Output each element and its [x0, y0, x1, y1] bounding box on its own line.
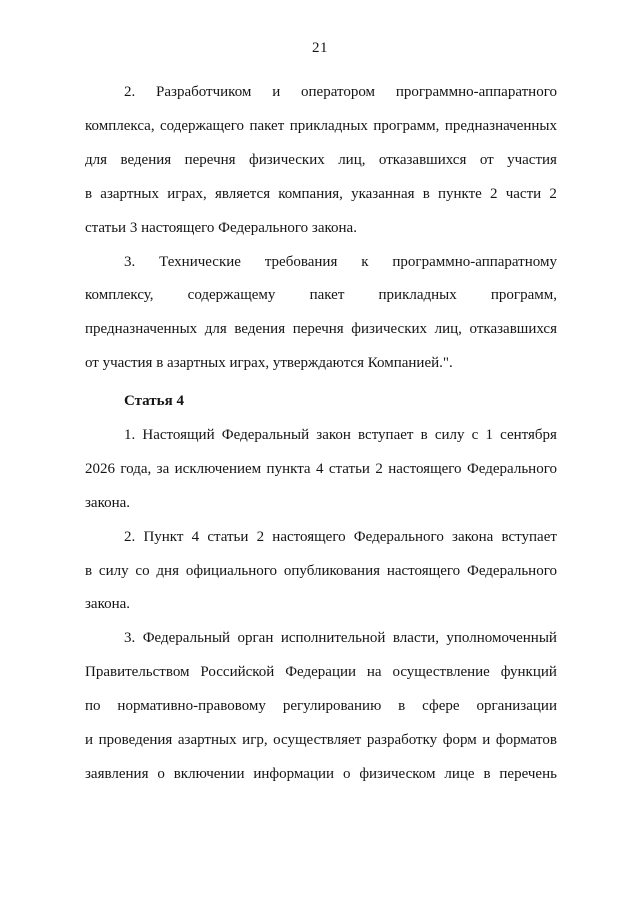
paragraph [85, 410, 557, 512]
text-line: статьи 3 настоящего Федерального закона. [85, 219, 357, 236]
text-line: комплексу, содержащему пакет прикладных программ, [85, 287, 557, 304]
paragraph [85, 613, 557, 782]
article-heading [85, 376, 557, 410]
text-line: Правительством Российской Федерации на осуществление функций [85, 664, 557, 681]
text-line: и проведения азартных игр, осуществляет разработку форм и форматов [85, 732, 557, 749]
text-line: 2. Пункт 4 статьи 2 настоящего Федерального закона вступает [124, 528, 557, 545]
text-line: в силу со дня официального опубликования настоящего Федерального [85, 562, 557, 579]
text-line: 3. Технические требования к программно-аппаратному [124, 253, 557, 270]
paragraph [85, 236, 557, 372]
text-line: по нормативно-правовому регулированию в сфере организации [85, 698, 557, 715]
text-line: комплекса, содержащего пакет прикладных программ, предназначенных [85, 117, 557, 134]
text-line: закона. [85, 494, 131, 511]
text-line: 2. Разработчиком и оператором программно-аппаратного [124, 84, 557, 101]
text-line: от участия в азартных играх, утверждаются Компанией.". [85, 355, 453, 372]
text-line: для ведения перечня физических лиц, отказавшихся от участия [85, 151, 557, 168]
text-line: заявления о включении информации о физическом лице в перечень [85, 765, 557, 782]
text-line: закона. [85, 596, 131, 613]
text-line: 2026 года, за исключением пункта 4 статьи 2 настоящего Федерального [85, 460, 557, 477]
page-number: 21 [312, 40, 328, 56]
text-line: 1. Настоящий Федеральный закон вступает в силу с 1 сентября [124, 427, 557, 443]
paragraph [85, 512, 557, 614]
text-line: в азартных играх, является компания, указанная в пункте 2 части 2 [85, 185, 557, 202]
text-line: Статья 4 [124, 393, 184, 410]
document-body [85, 67, 557, 783]
text-line: предназначенных для ведения перечня физических лиц, отказавшихся [85, 321, 557, 338]
paragraph [85, 67, 557, 236]
text-line: 3. Федеральный орган исполнительной власти, уполномоченный [124, 630, 557, 647]
